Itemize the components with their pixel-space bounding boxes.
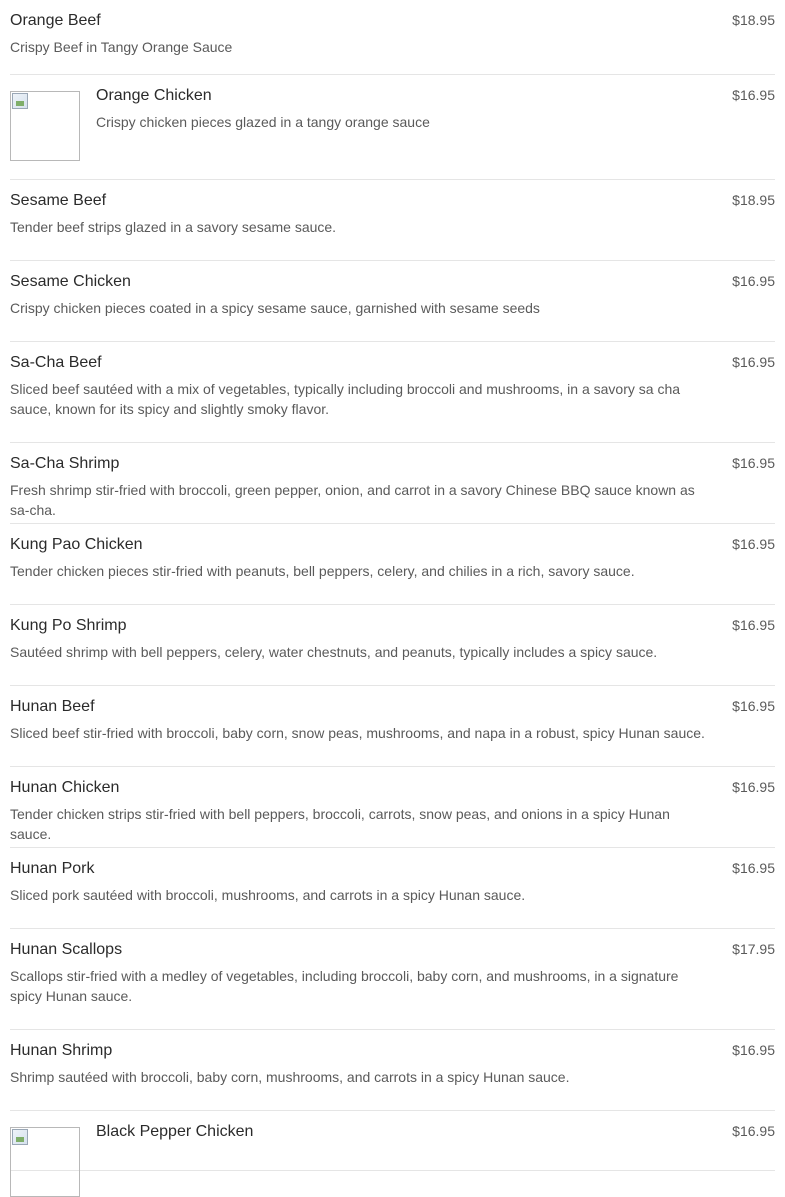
menu-item[interactable] xyxy=(10,686,775,767)
menu-item-body xyxy=(10,940,775,1006)
item-description: Tender chicken strips stir-fried with bell peppers, broccoli, carrots, snow peas, and onions in a spicy Hunan sauce. xyxy=(10,806,670,842)
menu-item-body xyxy=(10,11,775,57)
item-price: $16.95 xyxy=(732,779,775,795)
item-description: Shrimp sautéed with broccoli, baby corn, mushrooms, and carrots in a spicy Hunan sauce. xyxy=(10,1069,570,1085)
item-description: Sliced pork sautéed with broccoli, mushrooms, and carrots in a spicy Hunan sauce. xyxy=(10,887,526,903)
item-text xyxy=(10,11,775,57)
item-description: Sliced beef stir-fried with broccoli, baby corn, snow peas, mushrooms, and napa in a robust, spicy Hunan sauce. xyxy=(10,725,705,741)
item-description: Crispy chicken pieces glazed in a tangy orange sauce xyxy=(96,114,430,130)
menu-item-body xyxy=(10,1041,775,1087)
menu-item[interactable] xyxy=(10,180,775,261)
item-price: $18.95 xyxy=(732,192,775,208)
menu-item-body xyxy=(10,859,775,905)
menu-item[interactable] xyxy=(10,443,775,524)
item-name[interactable]: Hunan Beef xyxy=(10,698,95,715)
menu-item-body xyxy=(10,454,775,520)
menu-item[interactable] xyxy=(10,767,775,848)
item-description: Crispy Beef in Tangy Orange Sauce xyxy=(10,39,233,55)
item-price: $16.95 xyxy=(732,87,775,103)
item-description: Sliced beef sautéed with a mix of vegetables, typically including broccoli and mushrooms, in a savory sa cha sauce, known for its spicy and slightly smoky flavor. xyxy=(10,381,681,417)
item-text xyxy=(10,859,775,905)
item-name[interactable]: Hunan Pork xyxy=(10,860,95,877)
item-text xyxy=(10,1041,775,1087)
item-text xyxy=(10,778,775,844)
item-text xyxy=(10,454,775,520)
menu-item[interactable] xyxy=(10,0,775,75)
item-price: $16.95 xyxy=(732,1123,775,1139)
item-name[interactable]: Black Pepper Chicken xyxy=(96,1123,254,1140)
item-price: $16.95 xyxy=(732,860,775,876)
item-name[interactable]: Orange Chicken xyxy=(96,87,212,104)
item-description: Scallops stir-fried with a medley of vegetables, including broccoli, baby corn, and mushrooms, in a signature spicy Hunan sauce. xyxy=(10,968,679,1004)
item-name[interactable]: Hunan Chicken xyxy=(10,779,120,796)
item-name[interactable]: Hunan Shrimp xyxy=(10,1042,113,1059)
menu-item[interactable] xyxy=(10,929,775,1030)
menu-item-body xyxy=(10,1122,775,1197)
item-description: Tender chicken pieces stir-fried with peanuts, bell peppers, celery, and chilies in a rich, savory sauce. xyxy=(10,563,635,579)
menu-item-body xyxy=(10,191,775,237)
item-image[interactable] xyxy=(10,1127,80,1197)
item-name[interactable]: Kung Po Shrimp xyxy=(10,617,127,634)
menu-item[interactable] xyxy=(10,261,775,342)
menu-item-body xyxy=(10,272,775,318)
menu-item[interactable] xyxy=(10,1030,775,1111)
item-description: Crispy chicken pieces coated in a spicy sesame sauce, garnished with sesame seeds xyxy=(10,300,540,316)
item-price: $16.95 xyxy=(732,273,775,289)
item-description: Tender beef strips glazed in a savory sesame sauce. xyxy=(10,219,337,235)
menu-item[interactable] xyxy=(10,75,775,180)
item-text xyxy=(96,1122,775,1142)
item-text xyxy=(10,191,775,237)
item-name[interactable]: Kung Pao Chicken xyxy=(10,536,143,553)
menu-item-body xyxy=(10,535,775,581)
item-price: $17.95 xyxy=(732,941,775,957)
item-description: Sautéed shrimp with bell peppers, celery, water chestnuts, and peanuts, typically includes a spicy sauce. xyxy=(10,644,658,660)
menu-item[interactable] xyxy=(10,524,775,605)
item-price: $16.95 xyxy=(732,354,775,370)
item-name[interactable]: Sa-Cha Beef xyxy=(10,354,102,371)
item-price: $16.95 xyxy=(732,455,775,471)
broken-image-icon xyxy=(12,93,28,109)
menu-item[interactable] xyxy=(10,342,775,443)
item-image[interactable] xyxy=(10,91,80,161)
item-text xyxy=(10,697,775,743)
item-text xyxy=(10,353,775,419)
item-name[interactable]: Sesame Beef xyxy=(10,192,107,209)
item-price: $16.95 xyxy=(732,1042,775,1058)
menu-item[interactable] xyxy=(10,605,775,686)
item-text xyxy=(10,535,775,581)
item-text xyxy=(10,616,775,662)
item-price: $16.95 xyxy=(732,617,775,633)
menu-item[interactable] xyxy=(10,848,775,929)
menu-item-body xyxy=(10,616,775,662)
menu-item-body xyxy=(10,86,775,161)
item-name[interactable]: Sesame Chicken xyxy=(10,273,131,290)
broken-image-icon xyxy=(12,1129,28,1145)
menu-item-body xyxy=(10,697,775,743)
menu-item-body xyxy=(10,353,775,419)
item-price: $16.95 xyxy=(732,536,775,552)
item-name[interactable]: Orange Beef xyxy=(10,12,101,29)
item-text xyxy=(10,272,775,318)
item-name[interactable]: Sa-Cha Shrimp xyxy=(10,455,120,472)
menu-item[interactable] xyxy=(10,1111,775,1171)
item-text xyxy=(96,86,775,132)
item-text xyxy=(10,940,775,1006)
item-description: Fresh shrimp stir-fried with broccoli, green pepper, onion, and carrot in a savory Chinese BBQ sauce known as sa-cha. xyxy=(10,482,695,518)
menu-item-body xyxy=(10,778,775,844)
item-price: $16.95 xyxy=(732,698,775,714)
item-name[interactable]: Hunan Scallops xyxy=(10,941,123,958)
item-price: $18.95 xyxy=(732,12,775,28)
